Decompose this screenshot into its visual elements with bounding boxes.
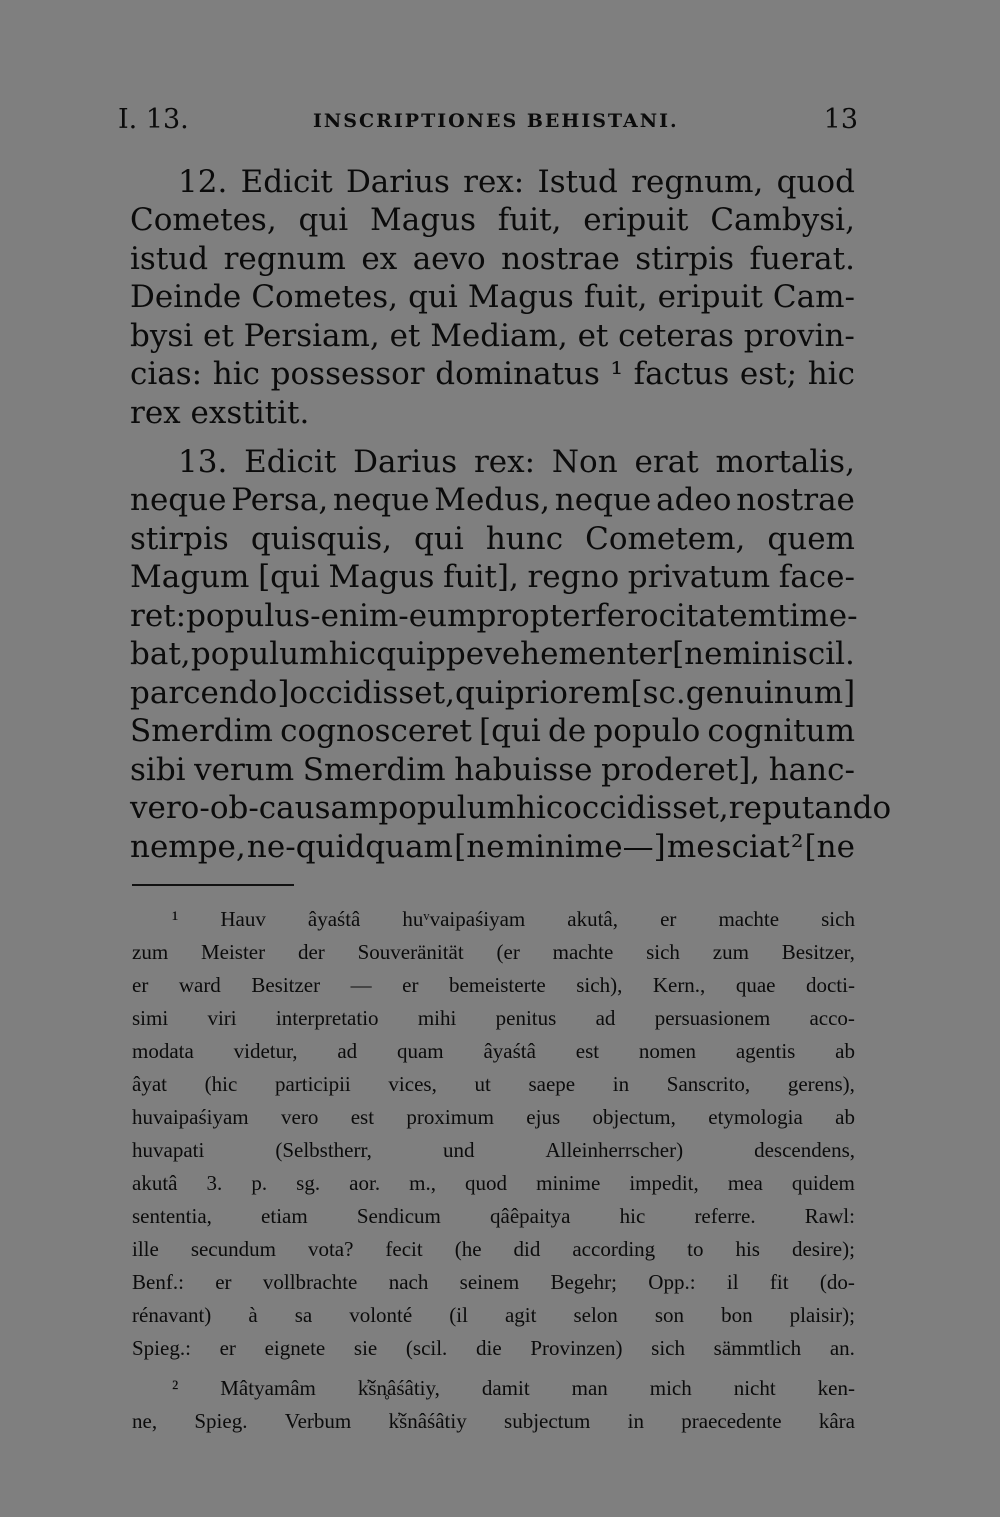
footnote-line: âyat (hic participii vices, ut saepe in Sanscrito, gerens), [132,1072,855,1096]
body-line: nempe, ne-quidquam [ne minime—] me sciat ² [ne [130,829,855,865]
running-header [118,104,858,144]
section-number: I. 13. [118,104,189,135]
body-line: rex exstitit. [130,395,310,431]
body-line: neque Persa, neque Medus, neque adeo nostrae [130,482,855,518]
footnote-line: sententia, etiam Sendicum qâêpaitya hic referre. Rawl: [132,1204,855,1228]
body-line: Deinde Cometes, qui Magus fuit, eripuit Cam- [130,279,855,315]
footnote-line: huvaipaśiyam vero est proximum ejus objectum, etymologia ab [132,1105,855,1129]
body-line: 13. Edicit Darius rex: Non erat mortalis, [178,444,855,480]
footnote-rule [132,884,294,886]
footnote-line: zum Meister der Souveränität (er machte sich zum Besitzer, [132,940,855,964]
page-number: 13 [823,104,858,135]
body-line: vero-ob-causam populum hic occidisset, reputando [130,790,892,826]
footnote-line: ille secundum vota? fecit (he did according to his desire); [132,1237,855,1261]
footnote-line: Spieg.: er eignete sie (scil. die Provinzen) sich sämmtlich an. [132,1336,855,1360]
body-line: sibi verum Smerdim habuisse proderet], hanc- [130,752,855,788]
body-line: Smerdim cognosceret [qui de populo cognitum [130,713,855,749]
footnote-line: simi viri interpretatio mihi penitus ad persuasionem acco- [132,1006,855,1030]
body-line: cias: hic possessor dominatus ¹ factus est; hic [130,356,855,392]
footnote-line: ² Mâtyamâm k̓šn̥âśâtiy, damit man mich nicht ken- [172,1376,855,1400]
body-line: Cometes, qui Magus fuit, eripuit Cambysi, [130,202,855,238]
body-line: ret: populus-enim-eum propter ferocitatem time- [130,598,858,634]
body-line: parcendo] occidisset, qui priorem [sc. genuinum] [130,675,856,711]
footnote-line: Benf.: er vollbrachte nach seinem Begehr; Opp.: il fit (do- [132,1270,855,1294]
footnote-line: huvapati (Selbstherr, und Alleinherrscher) descendens, [132,1138,855,1162]
body-line: 12. Edicit Darius rex: Istud regnum, quod [178,164,855,200]
footnote-line: rénavant) à sa volonté (il agit selon son bon plaisir); [132,1303,855,1327]
running-title: INSCRIPTIONES BEHISTANI. [313,110,679,132]
footnote-line: ne, Spieg. Verbum k̓šnâśâtiy subjectum in praecedente kâra [132,1409,855,1433]
body-line: bat, populum hic quippe vehementer [nemini scil. [130,636,855,672]
footnote-line: er ward Besitzer — er bemeisterte sich), Kern., quae docti- [132,973,855,997]
body-line: istud regnum ex aevo nostrae stirpis fuerat. [130,241,855,277]
body-line: bysi et Persiam, et Mediam, et ceteras provin- [130,318,855,354]
body-line: stirpis quisquis, qui hunc Cometem, quem [130,521,855,557]
body-line: Magum [qui Magus fuit], regno privatum face- [130,559,855,595]
footnote-line: akutâ 3. p. sg. aor. m., quod minime impedit, mea quidem [132,1171,855,1195]
footnote-line: ¹ Hauv âyaśtâ huᵛvaipaśiyam akutâ, er machte sich [172,907,855,931]
footnote-line: modata videtur, ad quam âyaśtâ est nomen agentis ab [132,1039,855,1063]
